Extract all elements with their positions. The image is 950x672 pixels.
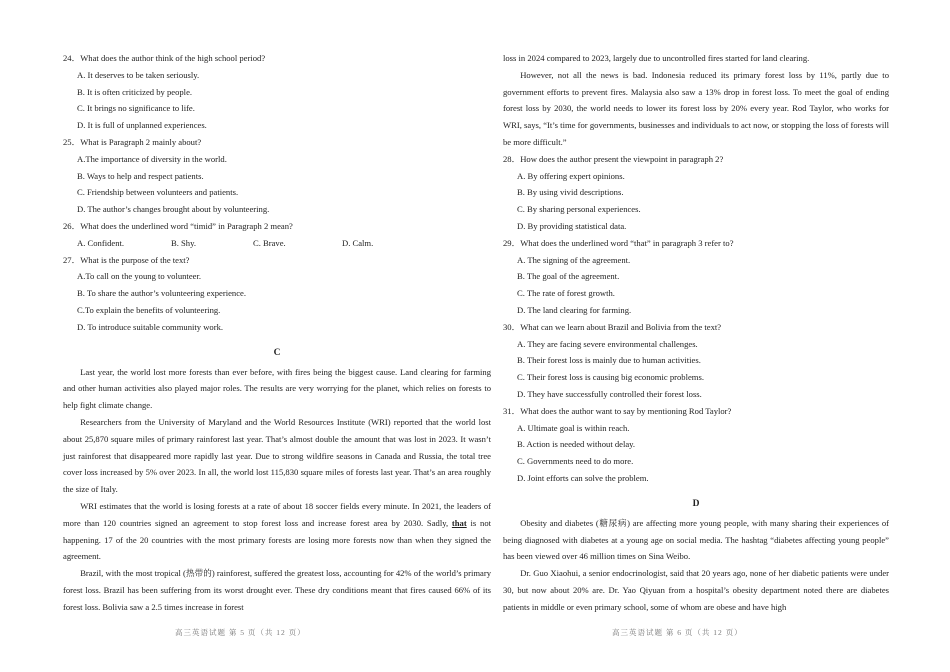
section-d-title: D (692, 498, 700, 509)
underlined-word-that: that (451, 517, 467, 528)
question-30-option-a: A. They are facing severe environmental challenges. (517, 338, 698, 349)
passage-c-paragraph-3 (63, 498, 491, 565)
question-28-option-a: A. By offering expert opinions. (517, 170, 625, 181)
passage-d-paragraph-2: Dr. Guo Xiaohui, a senior endocrinologist, said that 20 years ago, none of her diabetic patients were under 30, but now about 20% are. Dr. Yao Qiyuan from a hospital’s obesity department noted there are diabetes patients in middle or even primary school, some of whom are obese and have high (503, 568, 889, 612)
question-27-option-d: D. To introduce suitable community work. (77, 321, 224, 332)
question-24-option-b: B. It is often criticized by people. (77, 86, 193, 97)
question-26-stem: 26．What does the underlined word “timid” in Paragraph 2 mean? (63, 220, 293, 231)
question-24-option-c: C. It brings no significance to life. (77, 103, 195, 114)
question-26-option-b: B. Shy. (171, 237, 196, 248)
question-30-option-d: D. They have successfully controlled their forest loss. (517, 388, 702, 399)
question-27-stem: 27．What is the purpose of the text? (63, 254, 190, 265)
question-27-option-c: C.To explain the benefits of volunteering. (77, 304, 221, 315)
question-29-option-a: A. The signing of the agreement. (517, 254, 631, 265)
question-24-option-a: A. It deserves to be taken seriously. (77, 69, 200, 80)
question-26-option-a: A. Confident. (77, 237, 125, 248)
section-c-title: C (273, 347, 281, 358)
question-25-option-b: B. Ways to help and respect patients. (77, 170, 204, 181)
question-31-option-c: C. Governments need to do more. (517, 456, 634, 467)
question-30-option-b: B. Their forest loss is mainly due to human activities. (517, 355, 701, 366)
passage-d-paragraph-1: Obesity and diabetes (糖尿病) are affecting more young people, with many sharing their experiences of being diagnosed with diabetes at a young age on social media. The hashtag “diabetes affecting young people” has been viewed over 46 million times on Sina Weibo. (503, 517, 889, 562)
question-28-option-c: C. By sharing personal experiences. (517, 204, 641, 215)
question-31-option-b: B. Action is needed without delay. (517, 439, 636, 450)
question-27-option-a: A.To call on the young to volunteer. (77, 271, 201, 282)
question-28-option-b: B. By using vivid descriptions. (517, 187, 624, 198)
passage-c-paragraph-5: However, not all the news is bad. Indonesia reduced its primary forest loss by 11%, partly due to government efforts to prevent fires. Malaysia also saw a 13% drop in forest loss. To meet the goal of ending forest loss by 2030, the world needs to lower its forest loss by 20% every year. Rod Taylor, who works for WRI, says, “It’s time for governments, businesses and individuals to act now, or stopping the loss of forests will be more difficult.” (503, 69, 889, 147)
question-29-option-d: D. The land clearing for farming. (517, 304, 632, 315)
right-page-column (503, 50, 889, 616)
question-27-option-b: B. To share the author’s volunteering experience. (77, 288, 246, 299)
question-25-option-d: D. The author’s changes brought about by volunteering. (77, 204, 270, 215)
question-30-option-c: C. Their forest loss is causing big economic problems. (517, 372, 704, 383)
question-29-option-b: B. The goal of the agreement. (517, 271, 620, 282)
right-page-footer: 高三英语试题 第 6 页（共 12 页） (612, 628, 743, 637)
question-25-stem: 25．What is Paragraph 2 mainly about? (63, 136, 202, 147)
question-28-stem: 28．How does the author present the viewpoint in paragraph 2? (503, 153, 724, 164)
question-24-stem: 24．What does the author think of the high school period? (63, 53, 266, 63)
question-26-option-c: C. Brave. (253, 237, 286, 248)
passage-c-paragraph-1: Last year, the world lost more forests than ever before, with fires being the biggest cause. Land clearing for farming and other human activities also played major roles. The results are very worrying for the planet, which relies on forests to help fight climate change. (63, 366, 491, 411)
passage-c-paragraph-4-continued: loss in 2024 compared to 2023, largely due to uncontrolled fires started for land clearing. (503, 53, 810, 63)
question-28-option-d: D. By providing statistical data. (517, 220, 627, 231)
question-29-stem: 29．What does the underlined word “that” in paragraph 3 refer to? (503, 237, 734, 248)
question-30-stem: 30．What can we learn about Brazil and Bolivia from the text? (503, 321, 722, 332)
left-page-footer: 高三英语试题 第 5 页（共 12 页） (175, 628, 306, 637)
question-25-option-a: A.The importance of diversity in the world. (77, 153, 227, 164)
passage-c-paragraph-2: Researchers from the University of Maryland and the World Resources Institute (WRI) reported that the world lost about 25,870 square miles of primary rainforest last year. That’s almost double the amount that was lost in 2023. It wasn’t just rainforest that disappeared more rapidly last year. Due to strong wildfire seasons in Canada and Russia, the total tree cover loss increased by 5% over 2023. In all, the world lost 115,830 square miles of forests last year. That’s an area roughly the size of Italy. (63, 416, 491, 495)
question-29-option-c: C. The rate of forest growth. (517, 288, 615, 299)
paragraph-3-text-after: is not happening. 17 of the 20 countries with the most primary forests are losing more forests now than when they signed the agreement. (63, 517, 491, 562)
passage-c-paragraph-4: Brazil, with the most tropical (热带的) rainforest, suffered the greatest loss, accounting for 42% of the world’s primary forest loss. Brazil has been suffering from its worst drought ever. These dry conditions meant that fires caused 66% of its forest loss. Bolivia saw a 2.5 times increase in forest (63, 568, 491, 612)
question-31-option-a: A. Ultimate goal is within reach. (517, 422, 630, 433)
question-31-option-d: D. Joint efforts can solve the problem. (517, 472, 649, 483)
question-25-option-c: C. Friendship between volunteers and patients. (77, 187, 239, 198)
paragraph-3-text-before: WRI estimates that the world is losing forests at a rate of about 18 soccer fields every minute. In 2021, the leaders of more than 120 countries signed an agreement to stop forest loss and increase forest area by 2030. Sadly, (63, 500, 491, 528)
question-26-option-d: D. Calm. (342, 237, 374, 248)
question-31-stem: 31．What does the author want to say by mentioning Rod Taylor? (503, 405, 732, 416)
left-page-column (63, 50, 491, 616)
question-26-options (63, 235, 491, 252)
question-24-option-d: D. It is full of unplanned experiences. (77, 120, 207, 131)
